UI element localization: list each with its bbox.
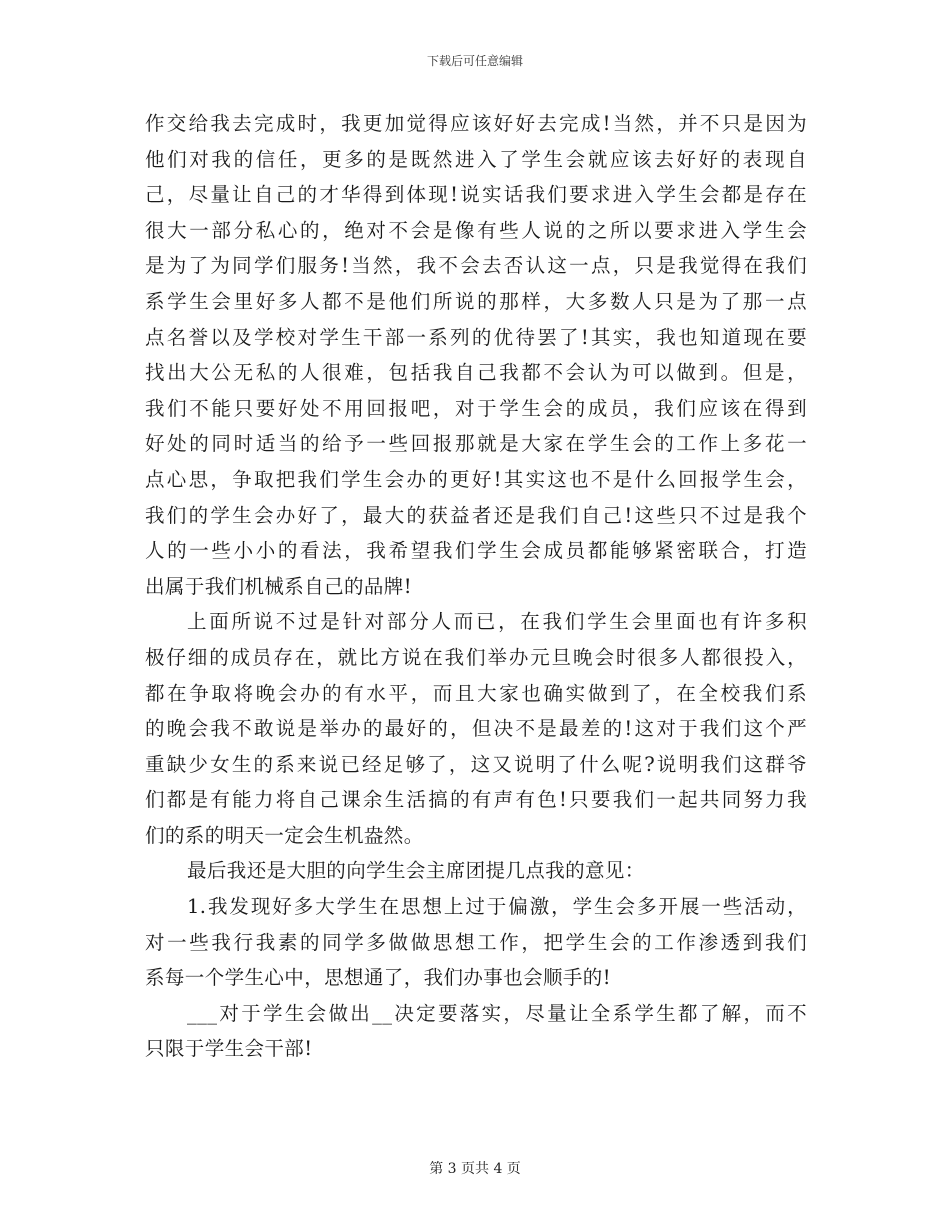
text-line: 他们对我的信任，更多的是既然进入了学生会就应该去好好的表现自 [145, 147, 807, 171]
text-line: ___对于学生会做出__决定要落实，尽量让全系学生都了解，而不 [187, 1001, 807, 1025]
page-header: 下载后可任意编辑 [426, 54, 523, 68]
text-line: 系学生会里好多人都不是他们所说的那样，大多数人只是为了那一点 [145, 289, 807, 313]
text-line: 只限于学生会干部! [145, 1037, 313, 1061]
text-line: 对一些我行我素的同学多做做思想工作，把学生会的工作渗透到我们 [145, 930, 807, 954]
text-line: 作交给我去完成时，我更加觉得应该好好去完成!当然，并不只是因为 [145, 112, 807, 135]
text-line: 我们不能只要好处不用回报吧，对于学生会的成员，我们应该在得到 [145, 396, 807, 420]
text-line: 系每一个学生心中，思想通了，我们办事也会顺手的! [145, 966, 611, 990]
text-line: 点名誉以及学校对学生干部一系列的优待罢了!其实，我也知道现在要 [145, 325, 807, 349]
page-footer: 第 3 页共 4 页 [429, 1161, 521, 1177]
text-line: 很大一部分私心的，绝对不会是像有些人说的之所以要求进入学生会 [145, 218, 807, 242]
text-line: 们都是有能力将自己课余生活搞的有声有色!只要我们一起共同努力我 [145, 788, 807, 812]
body-text [145, 106, 807, 1067]
text-line: 们的系的明天一定会生机盎然。 [145, 823, 424, 847]
text-line: 的晚会我不敢说是举办的最好的，但决不是最差的!这对于我们这个严 [145, 717, 807, 741]
text-line: 是为了为同学们服务!当然，我不会去否认这一点，只是我觉得在我们 [145, 254, 807, 278]
text-line: 己，尽量让自己的才华得到体现!说实话我们要求进入学生会都是存在 [145, 183, 807, 207]
text-line: 最后我还是大胆的向学生会主席团提几点我的意见： [187, 859, 645, 883]
text-line: 极仔细的成员存在，就比方说在我们举办元旦晚会时很多人都很投入， [145, 645, 807, 669]
text-line: 出属于我们机械系自己的品牌! [145, 574, 412, 598]
text-line: 点心思，争取把我们学生会办的更好!其实这也不是什么回报学生会， [145, 467, 807, 491]
text-line: 都在争取将晚会办的有水平，而且大家也确实做到了，在全校我们系 [145, 681, 807, 705]
text-line: 好处的同时适当的给予一些回报那就是大家在学生会的工作上多花一 [145, 432, 807, 456]
text-line: 1.我发现好多大学生在思想上过于偏激，学生会多开展一些活动， [187, 895, 807, 919]
text-line: 我们的学生会办好了，最大的获益者还是我们自己!这些只不过是我个 [145, 503, 807, 527]
text-line: 人的一些小小的看法，我希望我们学生会成员都能够紧密联合，打造 [145, 539, 807, 563]
text-line: 找出大公无私的人很难，包括我自己我都不会认为可以做到。但是， [145, 361, 807, 385]
text-line: 重缺少女生的系来说已经足够了，这又说明了什么呢?说明我们这群爷 [145, 752, 807, 776]
text-line: 上面所说不过是针对部分人而已，在我们学生会里面也有许多积 [187, 610, 807, 634]
